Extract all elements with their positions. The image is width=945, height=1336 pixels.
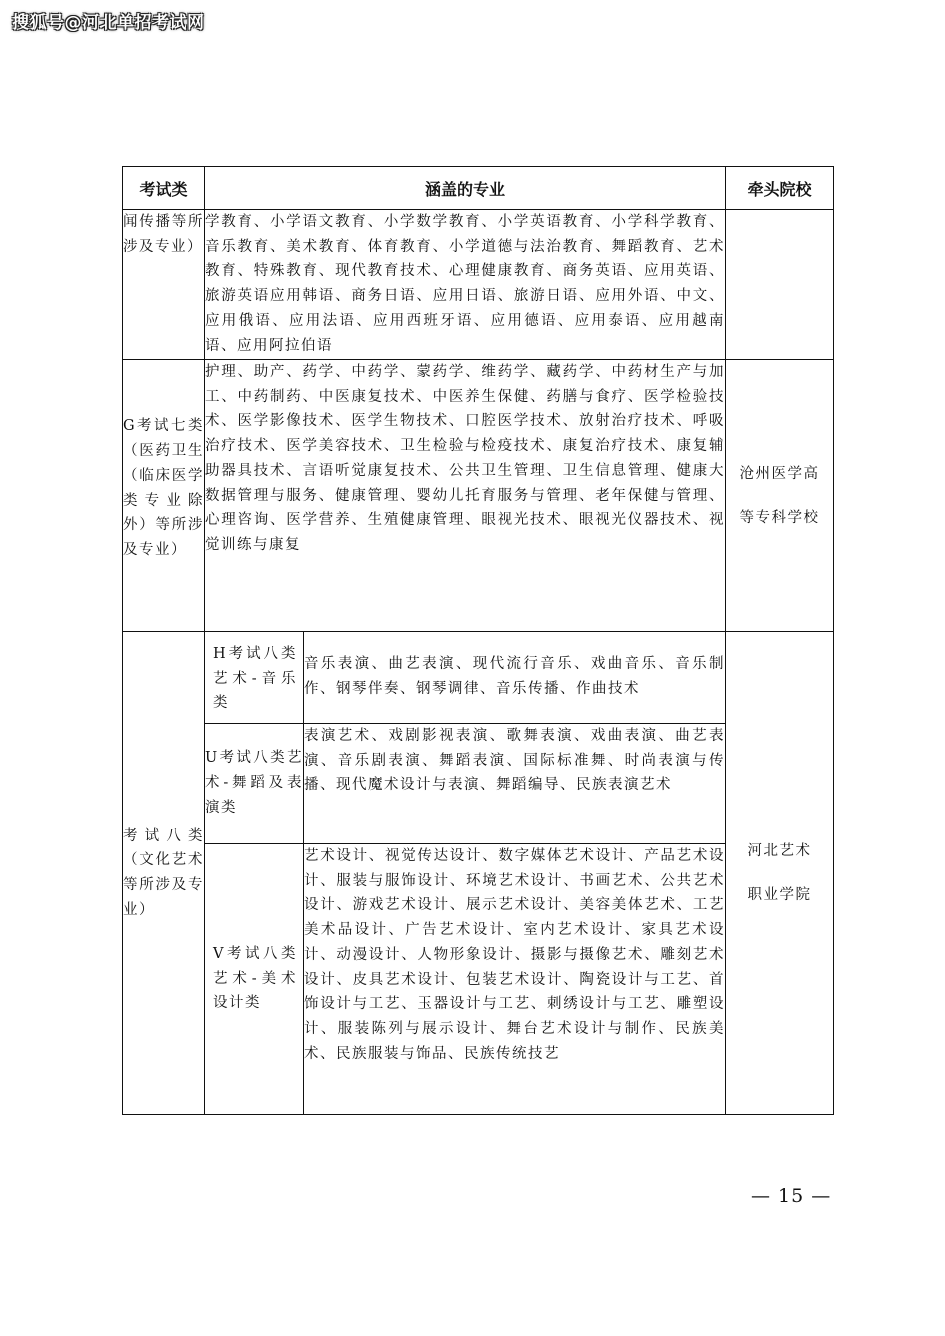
category-cell: 闻传播等所涉及专业） bbox=[123, 210, 205, 360]
subcategory-cell: H考试八类艺术-音乐类 bbox=[205, 632, 304, 724]
majors-cell: 音乐表演、曲艺表演、现代流行音乐、戏曲音乐、音乐制作、钢琴伴奏、钢琴调律、音乐传播、作曲技术 bbox=[304, 632, 726, 724]
majors-cell: 护理、助产、药学、中药学、蒙药学、维药学、藏药学、中药材生产与加工、中药制药、中医康复技术、中医养生保健、药膳与食疗、医学检验技术、医学影像技术、医学生物技术、口腔医学技术、放射治疗技术、呼吸治疗技术、医学美容技术、卫生检验与检疫技术、康复治疗技术、康复辅助器具技术、言语听觉康复技术、公共卫生管理、卫生信息管理、健康大数据管理与服务、健康管理、婴幼儿托育服务与管理、老年保健与管理、心理咨询、医学营养、生殖健康管理、眼视光技术、眼视光仪器技术、视觉训练与康复 bbox=[205, 360, 726, 632]
header-category: 考试类 bbox=[123, 167, 205, 210]
subcategory-cell: U考试八类艺术-舞蹈及表演类 bbox=[205, 724, 304, 844]
school-cell bbox=[726, 210, 834, 360]
school-name-line: 等专科学校 bbox=[739, 509, 820, 526]
category-cell: 考试八类（文化艺术等所涉及专业） bbox=[123, 632, 205, 1115]
watermark: 搜狐号@河北单招考试网 bbox=[12, 13, 205, 33]
category-cell: G考试七类（医药卫生（临床医学类专业除外）等所涉及专业） bbox=[123, 360, 205, 632]
majors-cell: 表演艺术、戏剧影视表演、歌舞表演、戏曲表演、曲艺表演、音乐剧表演、舞蹈表演、国际标准舞、时尚表演与传播、现代魔术设计与表演、舞蹈编导、民族表演艺术 bbox=[304, 724, 726, 844]
table-row bbox=[123, 210, 834, 360]
school-name-line: 职业学院 bbox=[747, 887, 812, 903]
header-majors: 涵盖的专业 bbox=[205, 167, 726, 210]
school-name-line: 河北艺术 bbox=[747, 843, 812, 859]
school-cell bbox=[726, 360, 834, 632]
school-name-line: 沧州医学高 bbox=[739, 465, 820, 482]
majors-cell: 学教育、小学语文教育、小学数学教育、小学英语教育、小学科学教育、音乐教育、美术教育、体育教育、小学道德与法治教育、舞蹈教育、艺术教育、特殊教育、现代教育技术、心理健康教育、商务英语、应用英语、旅游英语应用韩语、商务日语、应用日语、旅游日语、应用外语、中文、应用俄语、应用法语、应用西班牙语、应用德语、应用泰语、应用越南语、应用阿拉伯语 bbox=[205, 210, 726, 360]
majors-cell: 艺术设计、视觉传达设计、数字媒体艺术设计、产品艺术设计、服装与服饰设计、环境艺术设计、书画艺术、公共艺术设计、游戏艺术设计、展示艺术设计、美容美体艺术、工艺美术品设计、广告艺术设计、室内艺术设计、家具艺术设计、动漫设计、人物形象设计、摄影与摄像艺术、雕刻艺术设计、皮具艺术设计、包装艺术设计、陶瓷设计与工艺、首饰设计与工艺、玉器设计与工艺、刺绣设计与工艺、雕塑设计、服装陈列与展示设计、舞台艺术设计与制作、民族美术、民族服装与饰品、民族传统技艺 bbox=[304, 844, 726, 1115]
table-row bbox=[123, 360, 834, 632]
subcategory-cell: V考试八类艺术-美术设计类 bbox=[205, 844, 304, 1115]
header-school: 牵头院校 bbox=[726, 167, 834, 210]
table-header-row bbox=[123, 167, 834, 210]
table-row bbox=[123, 632, 834, 724]
school-cell bbox=[726, 632, 834, 1115]
page-number: — 15 — bbox=[751, 1185, 832, 1207]
exam-category-table bbox=[122, 166, 834, 1115]
